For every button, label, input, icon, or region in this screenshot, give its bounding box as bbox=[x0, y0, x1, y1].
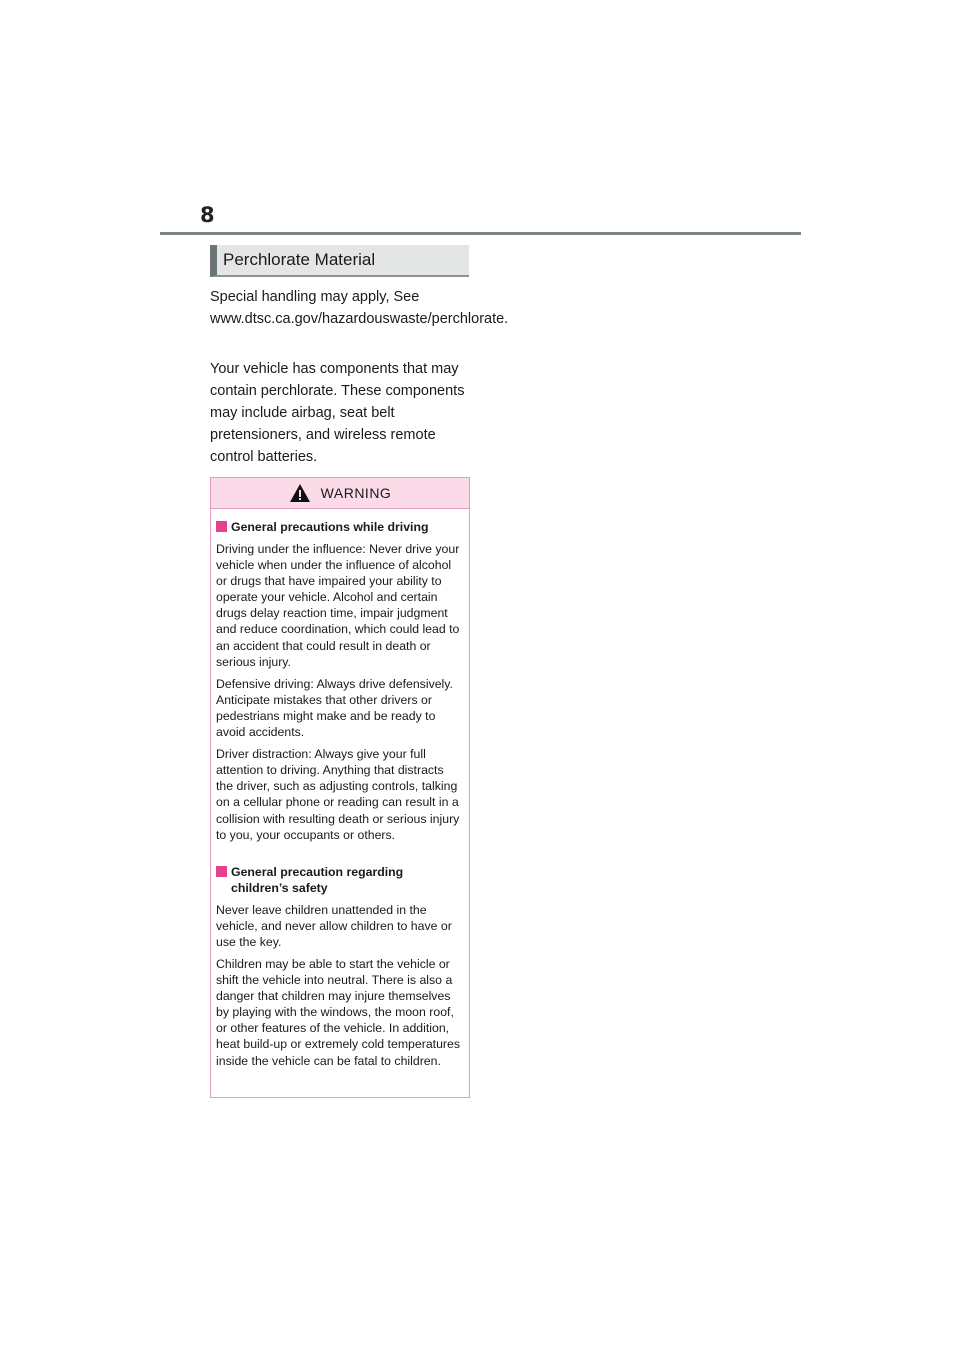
warning-paragraph: Driving under the influence: Never drive your vehicle when under the influence of alcohol or drugs that have impaired your ability to operate your vehicle. Alcohol and certain drugs delay reaction time, impair judgment and reduce coordination, which could lead to an accident that could result in death or serious injury. bbox=[216, 542, 460, 669]
page-number: 8 bbox=[200, 203, 215, 227]
warning-body bbox=[211, 509, 469, 1069]
warning-subheading bbox=[216, 519, 464, 535]
warning-paragraph: Driver distraction: Always give your full attention to driving. Anything that distracts the driver, such as adjusting controls, talking on a cellular phone or reading can result in a collision with resulting death or serious injury to you, your occupants or others. bbox=[216, 747, 460, 842]
header-rule bbox=[160, 232, 801, 235]
warning-header bbox=[211, 478, 469, 509]
warning-paragraph: Defensive driving: Always drive defensively. Anticipate mistakes that other drivers or pedestrians might make and be ready to avoid accidents. bbox=[216, 676, 453, 740]
warning-paragraph: Children may be able to start the vehicle or shift the vehicle into neutral. There is also a danger that children may injure themselves by playing with the windows, the moon roof, or other features of the vehicle. In addition, heat build-up or extremely cold temperatures inside the vehicle can be fatal to children. bbox=[216, 956, 461, 1068]
warning-box bbox=[210, 477, 470, 1098]
warning-paragraph: Never leave children unattended in the vehicle, and never allow children to have or use the key. bbox=[216, 902, 452, 949]
section-heading: Perchlorate Material bbox=[210, 245, 469, 277]
square-bullet-icon bbox=[216, 866, 227, 877]
warning-subheading-text: General precautions while driving bbox=[231, 520, 429, 534]
body-paragraph: Your vehicle has components that may contain perchlorate. These components may include airbag, seat belt pretensioners, and wireless remote control batteries. bbox=[210, 361, 465, 465]
body-paragraph: Special handling may apply, See www.dtsc.ca.gov/hazardouswaste/perchlorate. bbox=[210, 289, 509, 327]
warning-subheading-text: General precaution regarding children’s safety bbox=[231, 864, 404, 895]
square-bullet-icon bbox=[216, 521, 227, 532]
warning-triangle-icon bbox=[289, 483, 311, 503]
warning-subheading bbox=[216, 864, 464, 896]
warning-label: WARNING bbox=[320, 485, 392, 501]
